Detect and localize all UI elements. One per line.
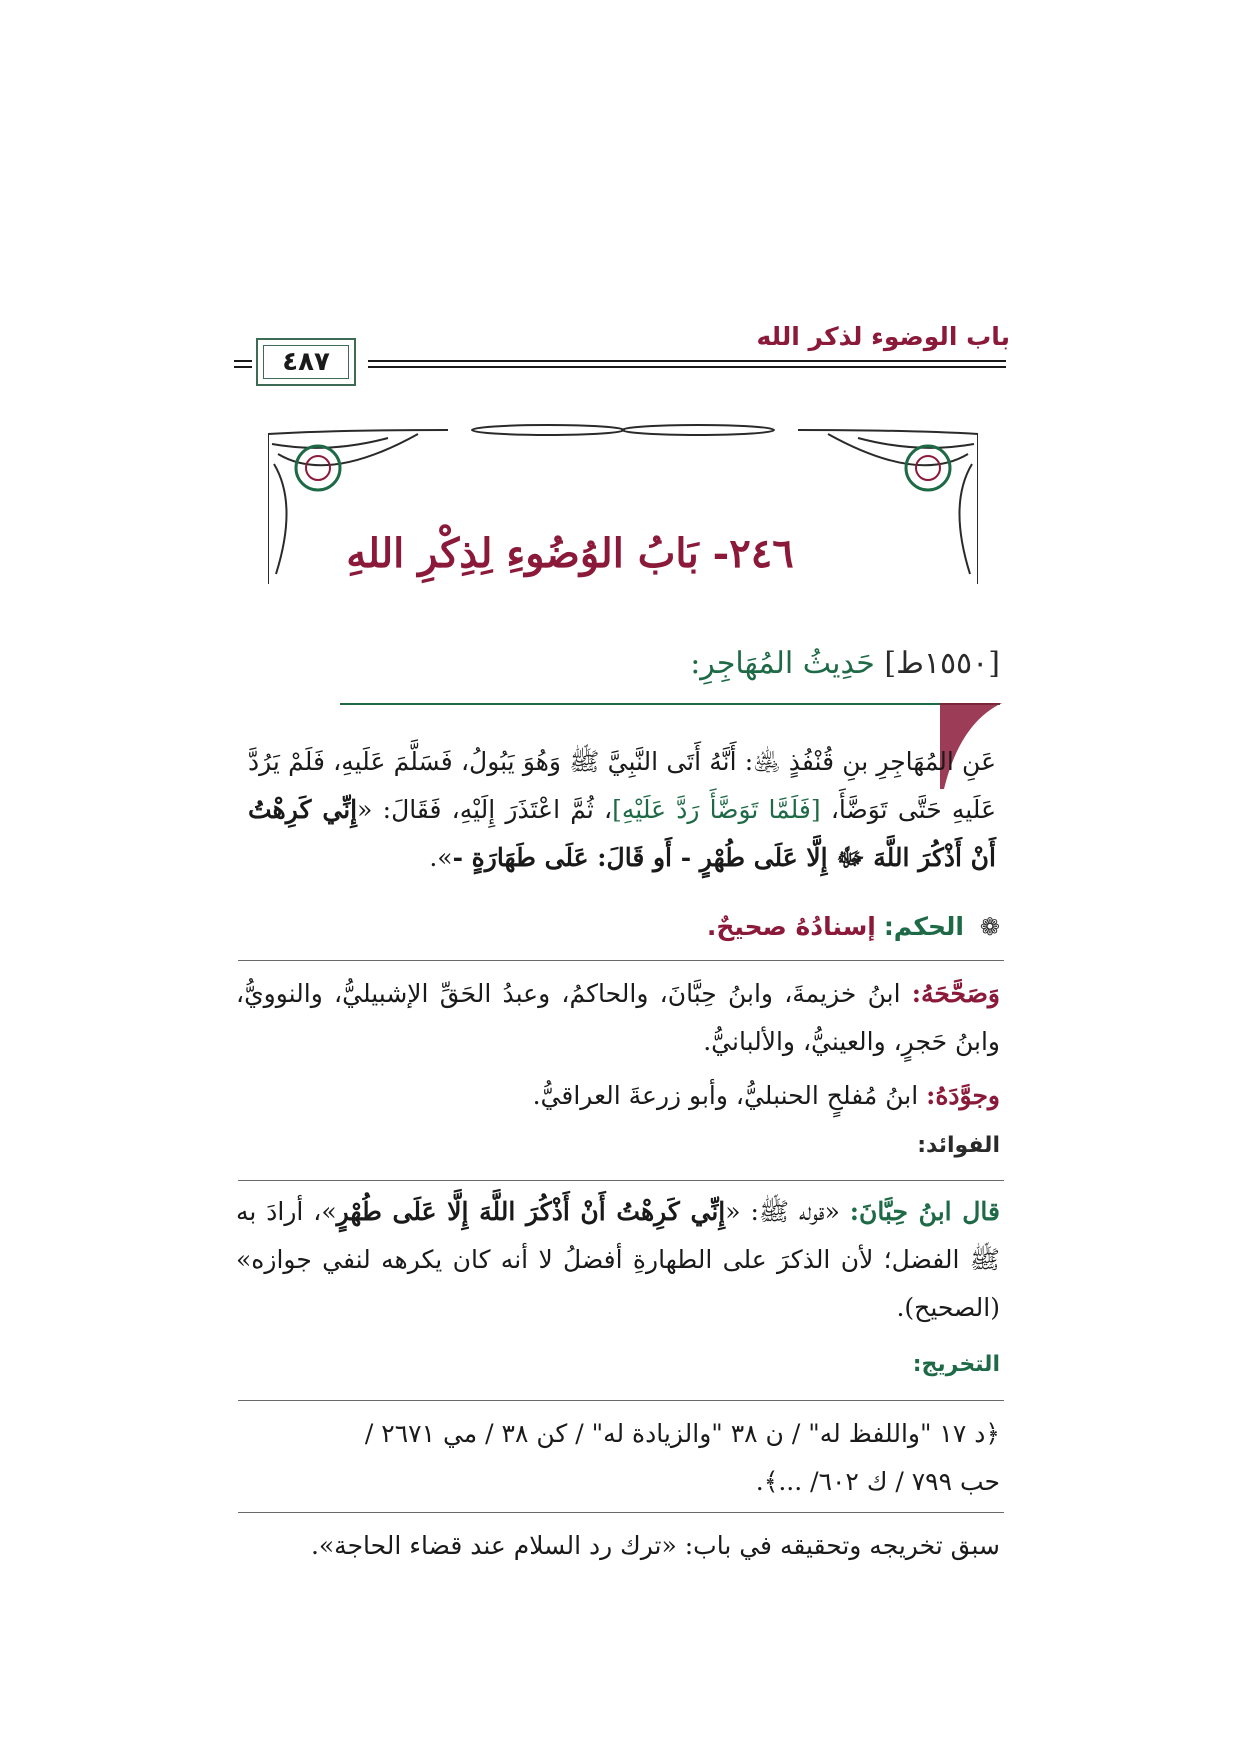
quote-intro: «قوله ﷺ: «: [725, 1197, 840, 1226]
hadith-heading: [690, 646, 1000, 681]
header-rule-bottom: [368, 366, 1006, 368]
ruling-label: الحكم:: [883, 912, 964, 941]
takhrij-line1: ﴿د ١٧ "واللفظ له" / ن ٣٨ "والزيادة له" / كن ٣٨ / مي ٢٦٧١ /: [364, 1419, 1000, 1448]
takhrij-line2: حب ٧٩٩ / ك ٦٠٢/ ...﴾.: [755, 1467, 1000, 1496]
matn-end: ».: [429, 843, 453, 872]
divider-rule: [238, 1512, 1004, 1513]
heading-underline: [340, 703, 1000, 705]
matn-part1: عَنِ المُهَاجِرِ بنِ قُنْفُذٍ ﵁: أَنَّهُ أَتَى النَّبِيَّ ﷺ وَهُوَ يَبُولُ، فَسَلَّمَ عَلَيهِ، فَلَمْ يَرُدَّ عَلَيهِ حَتَّى تَوَضَّأَ،: [248, 747, 997, 824]
sahhahahu-paragraph: [236, 970, 1000, 1066]
quote-bold: إِنِّي كَرِهْتُ أَنْ أَذْكُرَ اللَّهَ إِلَّا عَلَى طُهْرٍ: [336, 1197, 726, 1226]
hadith-number: [١٥٥٠ط]: [884, 646, 1000, 681]
matn-part2: ، ثُمَّ اعْتَذَرَ إِلَيْهِ، فَقَالَ: «: [357, 795, 613, 824]
takhrij-note: سبق تخريجه وتحقيقه في باب: «ترك رد السلام عند قضاء الحاجة».: [310, 1531, 1000, 1560]
left-rosette-icon: [296, 446, 340, 490]
benefits-paragraph: [236, 1188, 1000, 1332]
page-number: ٤٨٧: [282, 347, 330, 377]
header-rule-left-top: [234, 360, 252, 362]
hadith-text: [248, 738, 996, 882]
benefits-speaker: قال ابنُ حِبَّانَ:: [849, 1197, 1000, 1226]
sahhahahu-label: وَصَحَّحَهُ:: [911, 979, 1000, 1008]
chapter-title: ٢٤٦- بَابُ الوُضُوءِ لِذِكْرِ اللهِ: [346, 530, 794, 577]
matn-prophetic-saying: إِنِّي كَرِهْتُ أَنْ أَذْكُرَ اللَّهَ ﷻ إِلَّا عَلَى طُهْرٍ - أَو قَالَ: عَلَى طَهَارَةٍ -: [248, 795, 996, 872]
divider-rule: [238, 1400, 1004, 1401]
right-rosette-icon: [906, 446, 950, 490]
ruling-line: [707, 912, 1000, 941]
page-number-box: [256, 338, 356, 386]
takhrij-label: التخريج:: [912, 1352, 1000, 1377]
jawwadahu-paragraph: [236, 1072, 1000, 1120]
divider-rule: [238, 960, 1004, 961]
jawwadahu-label: وجوَّدَهُ:: [926, 1081, 1000, 1110]
hadith-name: حَدِيثُ المُهَاجِرِ:: [690, 646, 875, 681]
matn-addition: [فَلَمَّا تَوَضَّأَ رَدَّ عَلَيْهِ]: [612, 795, 821, 824]
flower-icon: ❁: [979, 913, 1000, 941]
quote-rest: »، أرادَ به ﷺ الفضل؛ لأن الذكرَ على الطهارةِ أفضلُ لا أنه كان يكرهه لنفي جوازه» (الصحيح).: [236, 1197, 1000, 1322]
header-rule-left-bottom: [234, 366, 252, 368]
running-header-title: باب الوضوء لذكر الله: [756, 322, 1010, 351]
header-rule-top: [368, 360, 1006, 362]
jawwadahu-text: ابنُ مُفلحٍ الحنبليُّ، وأبو زرعةَ العراقيُّ.: [532, 1081, 919, 1110]
top-band-ornament: [472, 425, 774, 435]
chapter-frame-ornament: [268, 424, 978, 604]
ruling-value: إسنادُهُ صحيحٌ.: [706, 912, 876, 941]
sahhahahu-text: ابنُ خزيمةَ، وابنُ حِبَّانَ، والحاكمُ، وعبدُ الحَقِّ الإشبيليُّ، والنوويُّ، وابنُ حَجرٍ، والعينيُّ، والألبانيُّ.: [236, 979, 1000, 1056]
divider-rule: [238, 1180, 1004, 1181]
benefits-label: الفوائد:: [917, 1133, 1000, 1158]
